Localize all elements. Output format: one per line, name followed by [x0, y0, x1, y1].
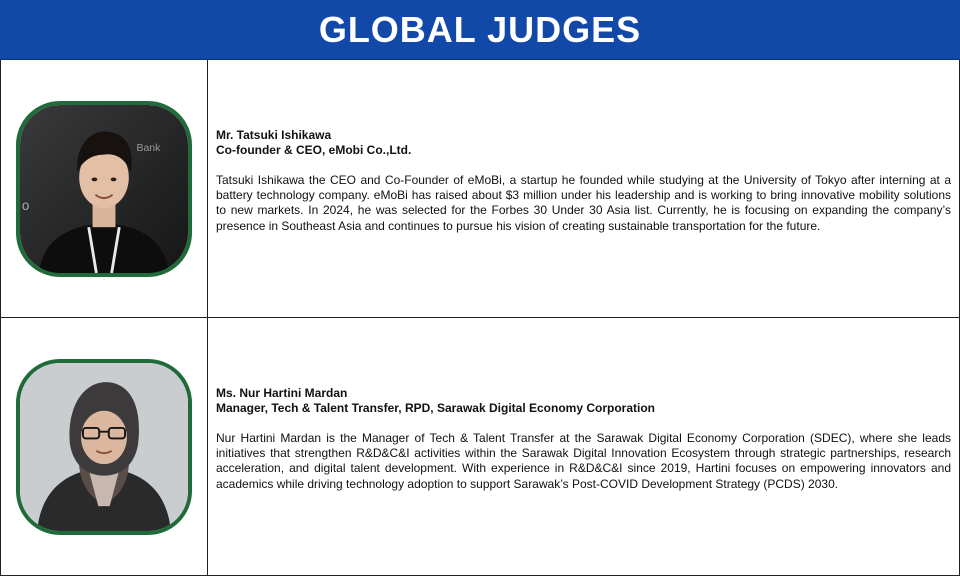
judge-name: Mr. Tatsuki Ishikawa	[216, 128, 332, 142]
judge-details	[208, 318, 959, 575]
judge-photo	[16, 101, 192, 277]
photo-cell	[1, 60, 208, 317]
photo-cell	[1, 318, 208, 575]
svg-text:o: o	[21, 197, 30, 213]
judge-name: Ms. Nur Hartini Mardan	[216, 386, 348, 400]
portrait-man-image	[20, 105, 188, 273]
judge-role: Manager, Tech & Talent Transfer, RPD, Sarawak Digital Economy Corporation	[216, 401, 655, 415]
judge-details	[208, 60, 959, 317]
page-header	[0, 0, 960, 60]
judge-photo	[16, 359, 192, 535]
backdrop-text: Bank	[136, 141, 161, 154]
judge-bio: Tatsuki Ishikawa the CEO and Co-Founder of eMoBi, a startup he founded while studying at the University of Tokyo after interning at a battery technology company. eMoBi has raised about $3 million under his leadership and is working to bring innovative mobility solutions to new markets. In 2024, he was selected for the Forbes 30 Under 30 Asia list. Currently, he is focusing on expanding the company’s presence in Southeast Asia and continues to pursue his vision of creating sustainable transportation for the future.	[216, 173, 951, 233]
judge-bio: Nur Hartini Mardan is the Manager of Tech & Talent Transfer at the Sarawak Digital Economy Corporation (SDEC), where she leads initiatives that strengthen R&D&C&I activities within the Sarawak Digital Innovation Ecosystem through strategic partnerships, research acceleration, and digital talent development. With experience in R&D&C&I since 2019, Hartini focuses on empowering innovators and academics while driving technology adoption to support Sarawak’s Post-COVID Development Strategy (PCDS) 2030.	[216, 431, 951, 491]
judges-table	[0, 60, 960, 576]
judge-row	[1, 318, 959, 575]
portrait-woman-image	[20, 363, 188, 531]
judge-role: Co-founder & CEO, eMobi Co.,Ltd.	[216, 143, 412, 157]
page-title: GLOBAL JUDGES	[318, 8, 642, 50]
judge-row	[1, 60, 959, 318]
